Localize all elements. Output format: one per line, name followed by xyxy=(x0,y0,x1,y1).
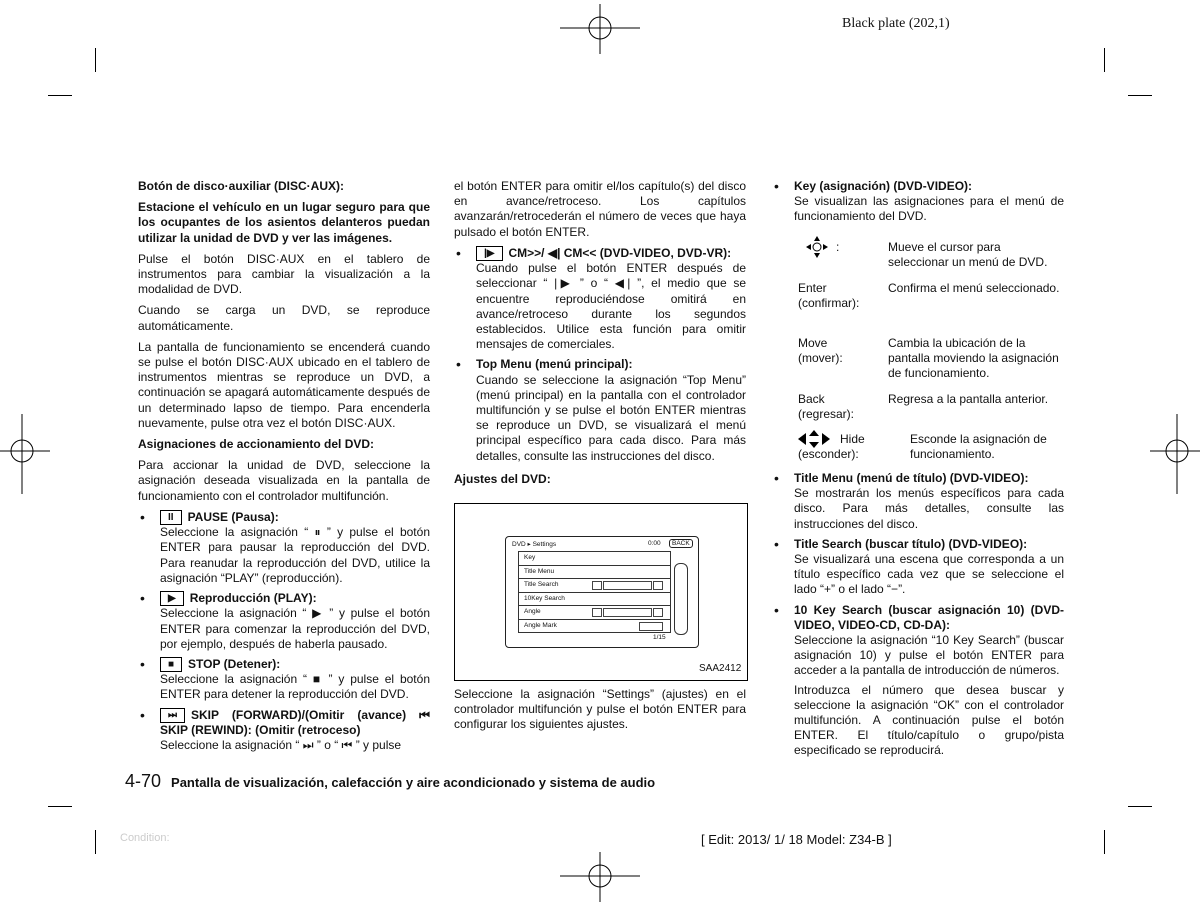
top-text: Cuando se seleccione la asignación “Top Menu” (menú principal) en la pantalla con el controlador multifunción y se pulse el botón ENTER mientras se reproduce un DVD, se visualizará el menú principal específico para cada disco. Para más detalles, consulte las instrucciones del disco. xyxy=(476,372,746,463)
screen-mockup xyxy=(505,536,699,648)
settings-menu xyxy=(518,551,671,633)
key-desc: Regresa a la pantalla anterior. xyxy=(888,392,1049,406)
cm-forward-icon: |▶ xyxy=(476,246,503,261)
stop-icon: ■ xyxy=(160,657,182,672)
stop-text: Seleccione la asignación “ ■ ” y pulse el botón ENTER para detener la reproducción del DVD. xyxy=(160,672,430,702)
footer xyxy=(125,771,655,792)
menu-item: Key xyxy=(518,551,671,566)
menu-item: Title Search xyxy=(518,579,671,593)
play-title: Reproducción (PLAY): xyxy=(189,591,317,605)
ts-title: • Title Search (buscar título) (DVD-VIDEO): xyxy=(794,536,1028,551)
paragraph: Seleccione la asignación “Settings” (ajustes) en el controlador multifunción y pulse el botón ENTER para configurar los siguientes ajustes. xyxy=(454,687,746,732)
figure-label: SAA2412 xyxy=(699,663,742,674)
settings-text xyxy=(454,687,746,739)
registration-mark-bottom xyxy=(560,852,640,902)
tm-title: • Title Menu (menú de título) (DVD-VIDEO): xyxy=(794,471,1029,485)
list-item-skip xyxy=(138,708,430,754)
crop-mark xyxy=(95,830,96,854)
key-label: Back (regresar): xyxy=(798,392,855,422)
breadcrumb: DVD ▸ Settings xyxy=(512,541,557,548)
list-item-pause xyxy=(138,510,430,586)
key-desc: Confirma el menú seleccionado. xyxy=(888,281,1060,295)
tk-text: Seleccione la asignación “10 Key Search” (buscar asignación 10) y pulse el botón ENTER para acceder a la pantalla de introducción de números. xyxy=(794,633,1064,678)
list-item-top-menu xyxy=(454,357,746,463)
warning: Estacione el vehículo en un lugar seguro para que los ocupantes de los asientos delanteros puedan utilizar la unidad de DVD y ver las imágenes. xyxy=(138,200,430,245)
key-desc: Esconde la asignación de funcionamiento. xyxy=(910,432,1047,462)
column-3-lower xyxy=(772,471,1064,764)
cm-title: CM>>/ ◀| CM<< (DVD-VIDEO, DVD-VR): xyxy=(508,245,732,260)
time-display: 0:00 xyxy=(648,540,661,547)
list-item-title-search xyxy=(772,537,1064,598)
menu-item: 10Key Search xyxy=(518,593,671,607)
back-button: BACK xyxy=(669,539,693,548)
cursor-arrows-icon xyxy=(806,236,828,258)
crop-mark xyxy=(1128,95,1152,96)
page-number: 4-70 xyxy=(125,771,162,791)
pause-icon: II xyxy=(160,510,182,525)
menu-item: Title Menu xyxy=(518,566,671,580)
column-1 xyxy=(138,179,430,758)
key-label: Enter (confirmar): xyxy=(798,281,860,311)
registration-mark-left xyxy=(0,414,50,494)
column-3 xyxy=(772,179,1064,230)
key-desc: Cambia la ubicación de la pantalla moviendo la asignación de funcionamiento. xyxy=(888,336,1059,381)
paragraph: Cuando se carga un DVD, se reproduce automáticamente. xyxy=(138,303,430,333)
skip-forward-icon: ⏭ xyxy=(160,708,185,723)
list-item-cm xyxy=(454,246,746,353)
pause-text: Seleccione la asignación “ ⏸ ” y pulse el botón ENTER para pausar la reproducción del DVD. Para reanudar la reproducción del DVD, utilice la asignación “PLAY” (reproducción). xyxy=(160,525,430,585)
list-item-title-menu xyxy=(772,471,1064,532)
heading-settings: Ajustes del DVD: xyxy=(454,471,551,486)
list-item-key xyxy=(772,179,1064,225)
list-item-10key xyxy=(772,603,1064,759)
crop-mark xyxy=(1104,48,1105,72)
paragraph: el botón ENTER para omitir el/los capítulo(s) del disco en avance/retroceso. Los capítulos avanzarán/retrocederán el número de veces que haya pulsado el botón ENTER. xyxy=(454,179,746,239)
heading-disc-aux: Botón de disco·auxiliar (DISC·AUX): xyxy=(138,179,345,193)
paragraph: Pulse el botón DISC·AUX en el tablero de instrumentos para cambiar la visualización a la modalidad de DVD. xyxy=(138,251,430,297)
key-label: Hide (esconder): xyxy=(798,432,865,462)
page-indicator: 1/15 xyxy=(653,634,666,641)
plate-label: Black plate (202,1) xyxy=(842,16,950,31)
skip-text: Seleccione la asignación “ ⏭ ” o “ ⏮ ” y pulse xyxy=(160,738,402,753)
settings-figure xyxy=(454,503,748,681)
paragraph: La pantalla de funcionamiento se encenderá cuando se pulse el botón DISC·AUX ubicado en el tablero de instrumentos mientras se reproduce un DVD, a continuación se apagará automáticamente después de un determinado lapso de tiempo. Para encenderla nuevamente, pulse otra vez el botón DISC·AUX. xyxy=(138,339,430,430)
column-2 xyxy=(454,179,746,493)
edit-info: [ Edit: 2013/ 1/ 18 Model: Z34-B ] xyxy=(701,832,892,847)
registration-mark-top xyxy=(560,4,640,54)
list-item-stop xyxy=(138,657,430,703)
key-desc: Mueve el cursor para seleccionar un menú de DVD. xyxy=(888,240,1048,270)
play-icon: ▶ xyxy=(160,591,184,606)
tm-text: Se mostrarán los menús específicos para cada disco. Para más detalles, consulte las instrucciones del disco. xyxy=(794,486,1064,531)
key-label: : xyxy=(836,240,840,254)
key-label: Move (mover): xyxy=(798,336,843,366)
crop-mark xyxy=(1104,830,1105,854)
crop-mark xyxy=(95,48,96,72)
key-text: Se visualizan las asignaciones para el menú de funcionamiento del DVD. xyxy=(794,194,1064,224)
skip-title: SKIP (FORWARD)/(Omitir (avance) ⏮ SKIP (REWIND): (Omitir (retroceso) xyxy=(160,707,430,737)
paragraph: Para accionar la unidad de DVD, seleccione la asignación deseada visualizada en la pantalla de funcionamiento con el controlador multifunción. xyxy=(138,458,430,503)
cm-text: Cuando pulse el botón ENTER después de seleccionar “ |▶ ” o “ ◀| ”, el medio que se encuentre reproduciéndose omitirá en avance/retroceso durante los segundos establecidos. Utilice esta función para omitir mensajes de comerciales. xyxy=(476,261,746,352)
stop-title: STOP (Detener): xyxy=(188,656,281,671)
tk-title: • 10 Key Search (buscar asignación 10) (DVD-VIDEO, VIDEO-CD, CD-DA): xyxy=(794,602,1064,632)
key-title: • Key (asignación) (DVD-VIDEO): xyxy=(794,179,973,193)
tk-text: Introduzca el número que desea buscar y seleccione la asignación “OK” con el controlador multifunción. A continuación pulse el botón ENTER. El título/capítulo o grupo/pista especificado se reproducirá. xyxy=(794,682,1064,758)
pause-title: PAUSE (Pausa): xyxy=(187,509,279,524)
crop-mark xyxy=(48,95,72,96)
heading-operations: Asignaciones de accionamiento del DVD: xyxy=(138,437,375,452)
registration-mark-right xyxy=(1150,414,1200,494)
top-title: • Top Menu (menú principal): xyxy=(476,357,633,372)
ts-text: Se visualizará una escena que corresponda a un título específico cada vez que se seleccione el lado “+” o el lado “−”. xyxy=(794,552,1064,597)
condition-label: Condition: xyxy=(120,832,170,844)
menu-item: Angle xyxy=(518,606,671,620)
list-item-play xyxy=(138,591,430,652)
play-text: Seleccione la asignación “ ▶ ” y pulse el botón ENTER para comenzar la reproducción del DVD, por ejemplo, después de haberla pausado. xyxy=(160,606,430,651)
scrollbar xyxy=(674,563,688,635)
menu-item: Angle Mark xyxy=(518,620,671,634)
section-title: Pantalla de visualización, calefacción y aire acondicionado y sistema de audio xyxy=(171,775,656,790)
crop-mark xyxy=(48,806,72,807)
crop-mark xyxy=(1128,806,1152,807)
